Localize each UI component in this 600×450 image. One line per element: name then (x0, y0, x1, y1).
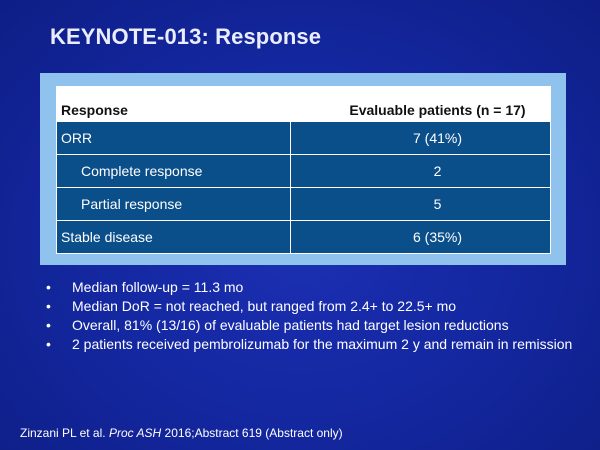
response-table-frame (40, 73, 566, 265)
row-value-complete-response: 2 (291, 155, 551, 188)
bullet-text: Median follow-up = 11.3 mo (72, 279, 244, 295)
list-item (46, 297, 586, 316)
bullet-icon: • (46, 336, 51, 352)
citation-journal: Proc ASH (108, 426, 162, 440)
bullet-icon: • (46, 317, 51, 333)
slide-title: KEYNOTE-013: Response (50, 24, 322, 49)
citation-details: 2016;Abstract 619 (Abstract only) (164, 426, 343, 440)
bullet-list (46, 278, 586, 354)
table-row (57, 188, 551, 221)
bullet-text: Median DoR = not reached, but ranged from 2.4+ to 22.5+ mo (72, 298, 457, 314)
citation-authors: Zinzani PL et al. (20, 426, 106, 440)
row-label-complete-response: Complete response (57, 155, 291, 188)
list-item (46, 316, 586, 335)
bullet-icon: • (46, 298, 51, 314)
bullet-text: 2 patients received pembrolizumab for the maximum 2 y and remain in remission (72, 336, 573, 352)
table-header-row (57, 87, 551, 122)
bullet-icon: • (46, 279, 51, 295)
list-item (46, 278, 586, 297)
response-table (56, 86, 551, 254)
row-label-partial-response: Partial response (57, 188, 291, 221)
row-label-orr: ORR (57, 122, 291, 155)
header-response: Response (57, 87, 291, 122)
table-row (57, 221, 551, 254)
row-value-partial-response: 5 (291, 188, 551, 221)
table-row (57, 155, 551, 188)
header-evaluable-patients: Evaluable patients (n = 17) (291, 87, 551, 122)
list-item (46, 335, 586, 354)
row-value-stable-disease: 6 (35%) (291, 221, 551, 254)
row-label-stable-disease: Stable disease (57, 221, 291, 254)
citation (20, 426, 343, 440)
table-row (57, 122, 551, 155)
bullet-text: Overall, 81% (13/16) of evaluable patients had target lesion reductions (72, 317, 509, 333)
row-value-orr: 7 (41%) (291, 122, 551, 155)
